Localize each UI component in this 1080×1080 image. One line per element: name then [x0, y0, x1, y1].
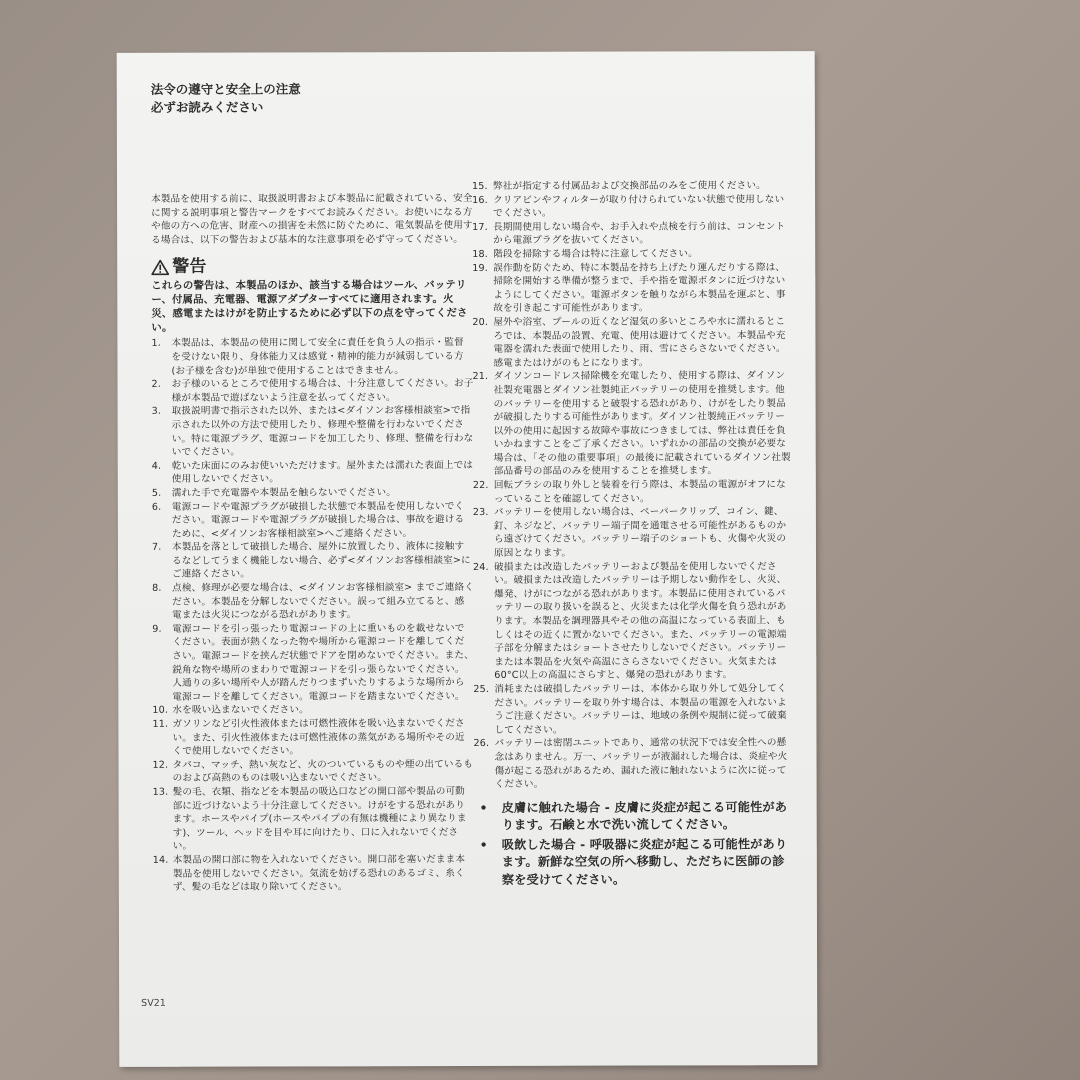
- document-subtitle: 必ずお読みください: [150, 99, 264, 115]
- bullet-symbol: •: [479, 837, 488, 852]
- item-text: ガソリンなど引火性液体または可燃性液体を吸い込まないでください。また、引火性液体または可燃性液体の蒸気がある場所やその近くで使用しないでください。: [172, 718, 465, 757]
- warning-item: [473, 505, 793, 560]
- item-number: 11.: [152, 718, 169, 730]
- first-aid-list: [474, 799, 794, 889]
- item-text: 本製品は、本製品の使用に関して安全に責任を負う人の指示・監督を受けない限り、身体能力又は感覚・精神的能力が減弱している方(お子様を含む)が単独で使用することはできません。: [171, 337, 464, 377]
- warning-item: [472, 261, 792, 316]
- item-number: 25.: [473, 683, 490, 695]
- first-aid-item: [474, 799, 794, 835]
- warning-list-left: [151, 336, 474, 894]
- item-number: 23.: [472, 507, 489, 519]
- item-number: 16.: [472, 194, 488, 206]
- item-text: 乾いた床面にのみお使いいただけます。屋外または濡れた表面上では使用しないでください。: [171, 459, 474, 486]
- item-text: 破損または改造したバッテリーおよび製品を使用しないでください。破損または改造したバッテリーは予期しない動作をし、火災、爆発、けがにつながる恐れがあります。本製品に使用されているバッテリーの取り扱いを誤ると、火災または化学火傷を負う恐れがあります。本製品を調理器具やその他の高温になっている表面上、もしくはその近くに置かないでください。また、バッテリーの電源端子部を分解またはショートさせたりしないでください。バッテリーまたは本製品を火気や高温にさらさないでください。火気または60°C以上の高温にさらすと、爆発の恐れがあります。: [494, 560, 787, 682]
- intro-paragraph: 本製品を使用する前に、取扱説明書および本製品に記載されている、安全に関する説明事項と警告マークをすべてお読みください。お使いになる方や他の方への危害、財産への損害を未然に防ぐために、電気製品を使用する場合は、以下の警告および基本的な注意事項を必ず守ってください。: [151, 192, 473, 246]
- warning-item: [472, 247, 792, 261]
- item-number: 20.: [472, 316, 489, 328]
- item-text: 本製品を落として破損した場合、屋外に放置したり、液体に接触するなどしてうまく機能しない場合、必ず<ダイソンお客様相談室>にご連絡ください。: [171, 541, 471, 581]
- item-number: 14.: [152, 854, 169, 866]
- item-number: 12.: [152, 759, 169, 771]
- item-text: 誤作動を防ぐため、特に本製品を持ち上げたり運んだりする際は、掃除を開始する準備が整うまで、手や指を電源ボタンに近づけないようにしてください。電源ボタンを触りながら本製品を運ぶと、事故を引き起こす可能性があります。: [493, 261, 786, 315]
- first-aid-text: 吸飲した場合 - 呼吸器に炎症が起こる可能性があります。新鮮な空気の所へ移動し、ただちに医師の診察を受けてください。: [501, 836, 788, 887]
- warning-item: [152, 459, 474, 487]
- warning-item: [152, 499, 474, 541]
- warning-title: 警告: [172, 257, 207, 278]
- document-title: 法令の遵守と安全上の注意: [150, 81, 301, 97]
- item-number: 5.: [151, 487, 162, 499]
- item-text: 回転ブラシの取り外しと装着を行う際は、本製品の電源がオフになっていることを確認してください。: [493, 479, 786, 505]
- item-number: 18.: [472, 248, 488, 260]
- warning-item: [473, 478, 793, 506]
- item-text: 水を吸い込まないでください。: [172, 704, 309, 717]
- item-text: クリアビンやフィルターが取り付けられていない状態で使用しないでください。: [493, 193, 785, 220]
- warning-item: [153, 853, 475, 895]
- item-number: 2.: [151, 378, 162, 390]
- warning-item: [152, 717, 474, 759]
- warning-item: [473, 369, 793, 479]
- item-text: ダイソンコードレス掃除機を充電したり、使用する際は、ダイソン社製充電器とダイソン社製純正バッテリーの使用を推奨します。他のバッテリーを使用すると破裂する恐れがあり、けがをしたり製品が破損したりする可能性があります。ダイソン社製純正バッテリー以外の使用に起因する故障や事故につきましては、弊社は責任を負いかねますことをご了承ください。いずれかの部品の交換が必要な場合は、「その他の重要事項」の最後に記載されているダイソン社製部品番号の部品のみを使用することを推奨します。: [493, 370, 791, 478]
- warning-item: [152, 377, 474, 405]
- warning-item: [153, 785, 475, 854]
- warning-heading: [151, 256, 473, 277]
- warning-item: [472, 315, 792, 370]
- item-number: 8.: [152, 582, 162, 594]
- item-text: 本製品の開口部に物を入れないでください。開口部を塞いだまま本製品を使用しないでください。気流を妨げる恐れのあるゴミ、糸くず、髪の毛などは取り除いてください。: [172, 853, 466, 893]
- item-text: 電源コードを引っ張ったり電源コードの上に重いものを載せないでください。表面が熱くなった物や場所から電源コードを離してください。電源コードを挟んだ状態でドアを閉めないでください。また、鋭角な物や場所のまわりで電源コードを引っ張らないでください。人通りの多い場所や人が踏んだりつまずいたりするような場所から電源コードを離してください。電源コードを踏まないでください。: [172, 622, 474, 703]
- warning-item: [472, 220, 792, 248]
- item-number: 9.: [152, 623, 162, 635]
- warning-item: [152, 404, 474, 459]
- warning-intro: これらの警告は、本製品のほか、該当する場合はツール、バッテリー、付属品、充電器、電源アダプターすべてに適用されます。火災、感電またはけがを防止するために必ず以下の点を守ってください。: [151, 279, 468, 335]
- warning-item: [152, 540, 474, 582]
- item-text: 長期間使用しない場合や、お手入れや点検を行う前は、コンセントから電源プラグを抜いてください。: [493, 220, 786, 247]
- left-column: [151, 192, 475, 895]
- item-number: 7.: [151, 542, 162, 554]
- right-column: [472, 179, 794, 891]
- warning-item: [152, 581, 474, 623]
- warning-item: [472, 179, 792, 193]
- item-text: お子様のいるところで使用する場合は、十分注意してください。お子様が本製品で遊ばないよう注意を払ってください。: [171, 378, 474, 404]
- warning-item: [152, 486, 474, 500]
- item-number: 22.: [472, 480, 489, 492]
- item-number: 10.: [152, 705, 169, 717]
- warning-item: [153, 758, 475, 786]
- item-number: 19.: [472, 262, 488, 274]
- bullet-symbol: •: [479, 800, 488, 815]
- warning-item: [473, 560, 793, 683]
- warning-item: [152, 622, 474, 704]
- item-text: 階段を掃除する場合は特に注意してください。: [493, 248, 698, 260]
- item-number: 6.: [151, 501, 162, 513]
- warning-item: [472, 193, 792, 221]
- item-text: 濡れた手で充電器や本製品を触らないでください。: [171, 487, 396, 499]
- item-text: 髪の毛、衣類、指などを本製品の吸込口などの開口部や製品の可動部に近づけないよう十分注意してください。けがをする恐れがあります。ホースやパイプ(ホースやパイプの有無は機種により異なります)、ツール、ヘッドを目や耳に向けたり、口に入れないでください。: [172, 785, 467, 853]
- item-number: 15.: [472, 180, 488, 192]
- first-aid-item: [474, 836, 794, 889]
- warning-item: [152, 703, 474, 717]
- item-number: 24.: [473, 561, 489, 573]
- item-number: 26.: [473, 738, 490, 750]
- warning-item: [473, 736, 793, 791]
- warning-triangle-icon: [151, 259, 169, 276]
- item-text: 弊社が指定する付属品および交換部品のみをご使用ください。: [493, 180, 766, 192]
- document-page: [117, 51, 818, 1067]
- item-number: 21.: [472, 371, 489, 383]
- warning-item: [473, 682, 793, 737]
- item-text: 消耗または破損したバッテリーは、本体から取り外して処分してください。バッテリーを取り外す場合は、本製品の電源を入れないようご注意ください。バッテリーは、地域の条例や規制に従って破棄してください。: [494, 683, 787, 736]
- item-number: 13.: [152, 786, 169, 798]
- item-text: 屋外や浴室、プールの近くなど湿気の多いところや水に濡れるところでは、本製品の設置、充電、使用は避けてください。本製品や充電器を濡れた表面で使用したり、雨、雪にさらさないでください。感電またはけがのもとになります。: [493, 316, 786, 369]
- item-text: 点検、修理が必要な場合は、<ダイソンお客様相談室> までご連絡ください。本製品を分解しないでください。誤って組み立てると、感電または火災につながる恐れがあります。: [172, 582, 475, 622]
- item-number: 1.: [151, 338, 161, 350]
- item-number: 17.: [472, 221, 488, 233]
- item-text: 取扱説明書で指示された以外、または<ダイソンお客様相談室>で指示された以外の方法で使用したり、修理や整備を行わないでください。特に電源プラグ、電源コードを加工したり、修理、整備を行わないでください。: [171, 405, 474, 458]
- first-aid-text: 皮膚に触れた場合 - 皮膚に炎症が起こる可能性があります。石鹸と水で洗い流してください。: [501, 799, 788, 833]
- item-number: 4.: [151, 460, 162, 472]
- item-text: タバコ、マッチ、熱い灰など、火のついているものや煙の出ているものおよび高熱のものは吸い込まないでください。: [172, 758, 474, 785]
- item-number: 3.: [151, 406, 162, 418]
- warning-item: [151, 336, 473, 378]
- item-text: バッテリーは密閉ユニットであり、通常の状況下では安全性への懸念はありません。万一、バッテリーが液漏れした場合は、炎症や火傷が起こる恐れがあるため、漏れた液に触れないように次に従ってください。: [494, 737, 788, 791]
- item-text: 電源コードや電源プラグが破損した状態で本製品を使用しないでください。電源コードや電源プラグが破損した場合は、事故を避けるために、<ダイソンお客様相談室>へご連絡ください。: [171, 500, 465, 540]
- item-text: バッテリーを使用しない場合は、ペーパークリップ、コイン、鍵、釘、ネジなど、バッテリー端子間を通電させる可能性があるものから遠ざけてください。バッテリー端子のショートも、火傷や火災の原因となります。: [493, 506, 787, 559]
- warning-list-right: [472, 179, 794, 792]
- footer-code: SV21: [141, 997, 166, 1009]
